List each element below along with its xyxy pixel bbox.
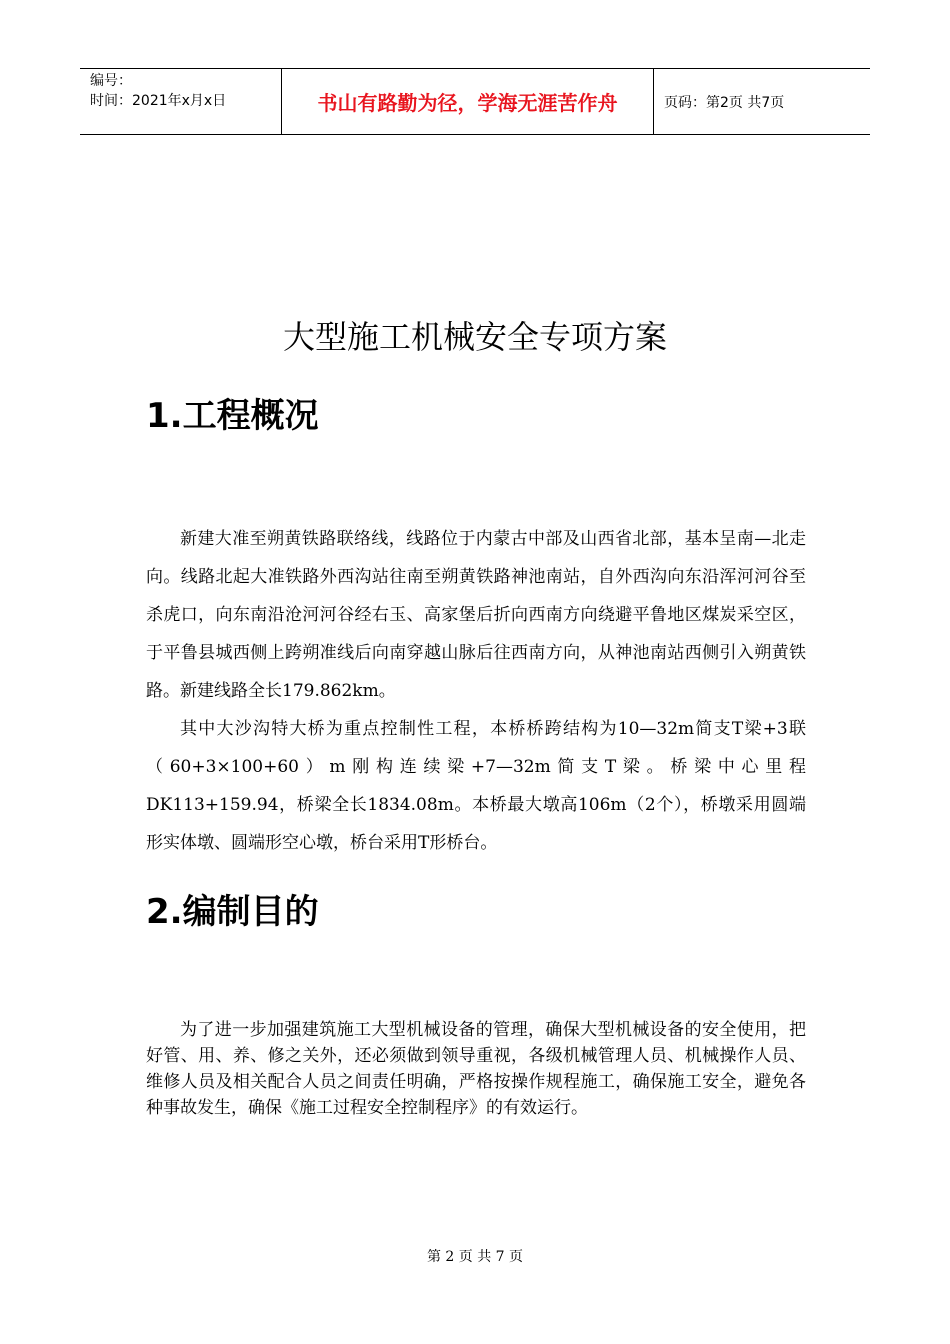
section-heading-purpose: 2.编制目的 <box>146 892 319 932</box>
paragraph: 其中大沙沟特大桥为重点控制性工程，本桥桥跨结构为10—32m简支T梁+3联（60+3×100+60）m刚构连续梁+7—32m简支T梁。桥梁中心里程DK113+159.94，桥梁全长1834.08m。本桥最大墩高106m（2个），桥墩采用圆端形实体墩、圆端形空心墩，桥台采用T形桥台。 <box>146 719 806 853</box>
page-header <box>80 68 870 135</box>
section-heading-overview: 1.工程概况 <box>146 396 319 436</box>
header-motto: 书山有路勤为径，学海无涯苦作舟 <box>282 69 654 134</box>
paragraph: 为了进一步加强建筑施工大型机械设备的管理，确保大型机械设备的安全使用，把好管、用、养、修之关外，还必须做到领导重视，各级机械管理人员、机械操作人员、维修人员及相关配合人员之间责任明确，严格按操作规程施工，确保施工安全，避免各种事故发生，确保《施工过程安全控制程序》的有效运行。 <box>146 1020 806 1118</box>
section-body-purpose <box>146 1017 806 1121</box>
page-footer: 第 2 页 共 7 页 <box>426 1249 524 1265</box>
header-info-cell <box>80 69 282 134</box>
number-label: 编号： <box>90 73 132 89</box>
paragraph: 新建大准至朔黄铁路联络线，线路位于内蒙古中部及山西省北部，基本呈南—北走向。线路北起大准铁路外西沟站往南至朔黄铁路神池南站，自外西沟向东沿浑河河谷至杀虎口，向东南沿沧河河谷经右玉、高家堡后折向西南方向绕避平鲁地区煤炭采空区，于平鲁县城西侧上跨朔准线后向南穿越山脉后往西南方向，从神池南站西侧引入朔黄铁路。新建线路全长179.862km。 <box>146 529 806 701</box>
time-label: 时间：2021年x月x日 <box>90 93 227 109</box>
header-page-info: 页码：第2页 共7页 <box>664 94 785 111</box>
document-title: 大型施工机械安全专项方案 <box>282 318 667 356</box>
section-body-overview <box>146 520 806 862</box>
